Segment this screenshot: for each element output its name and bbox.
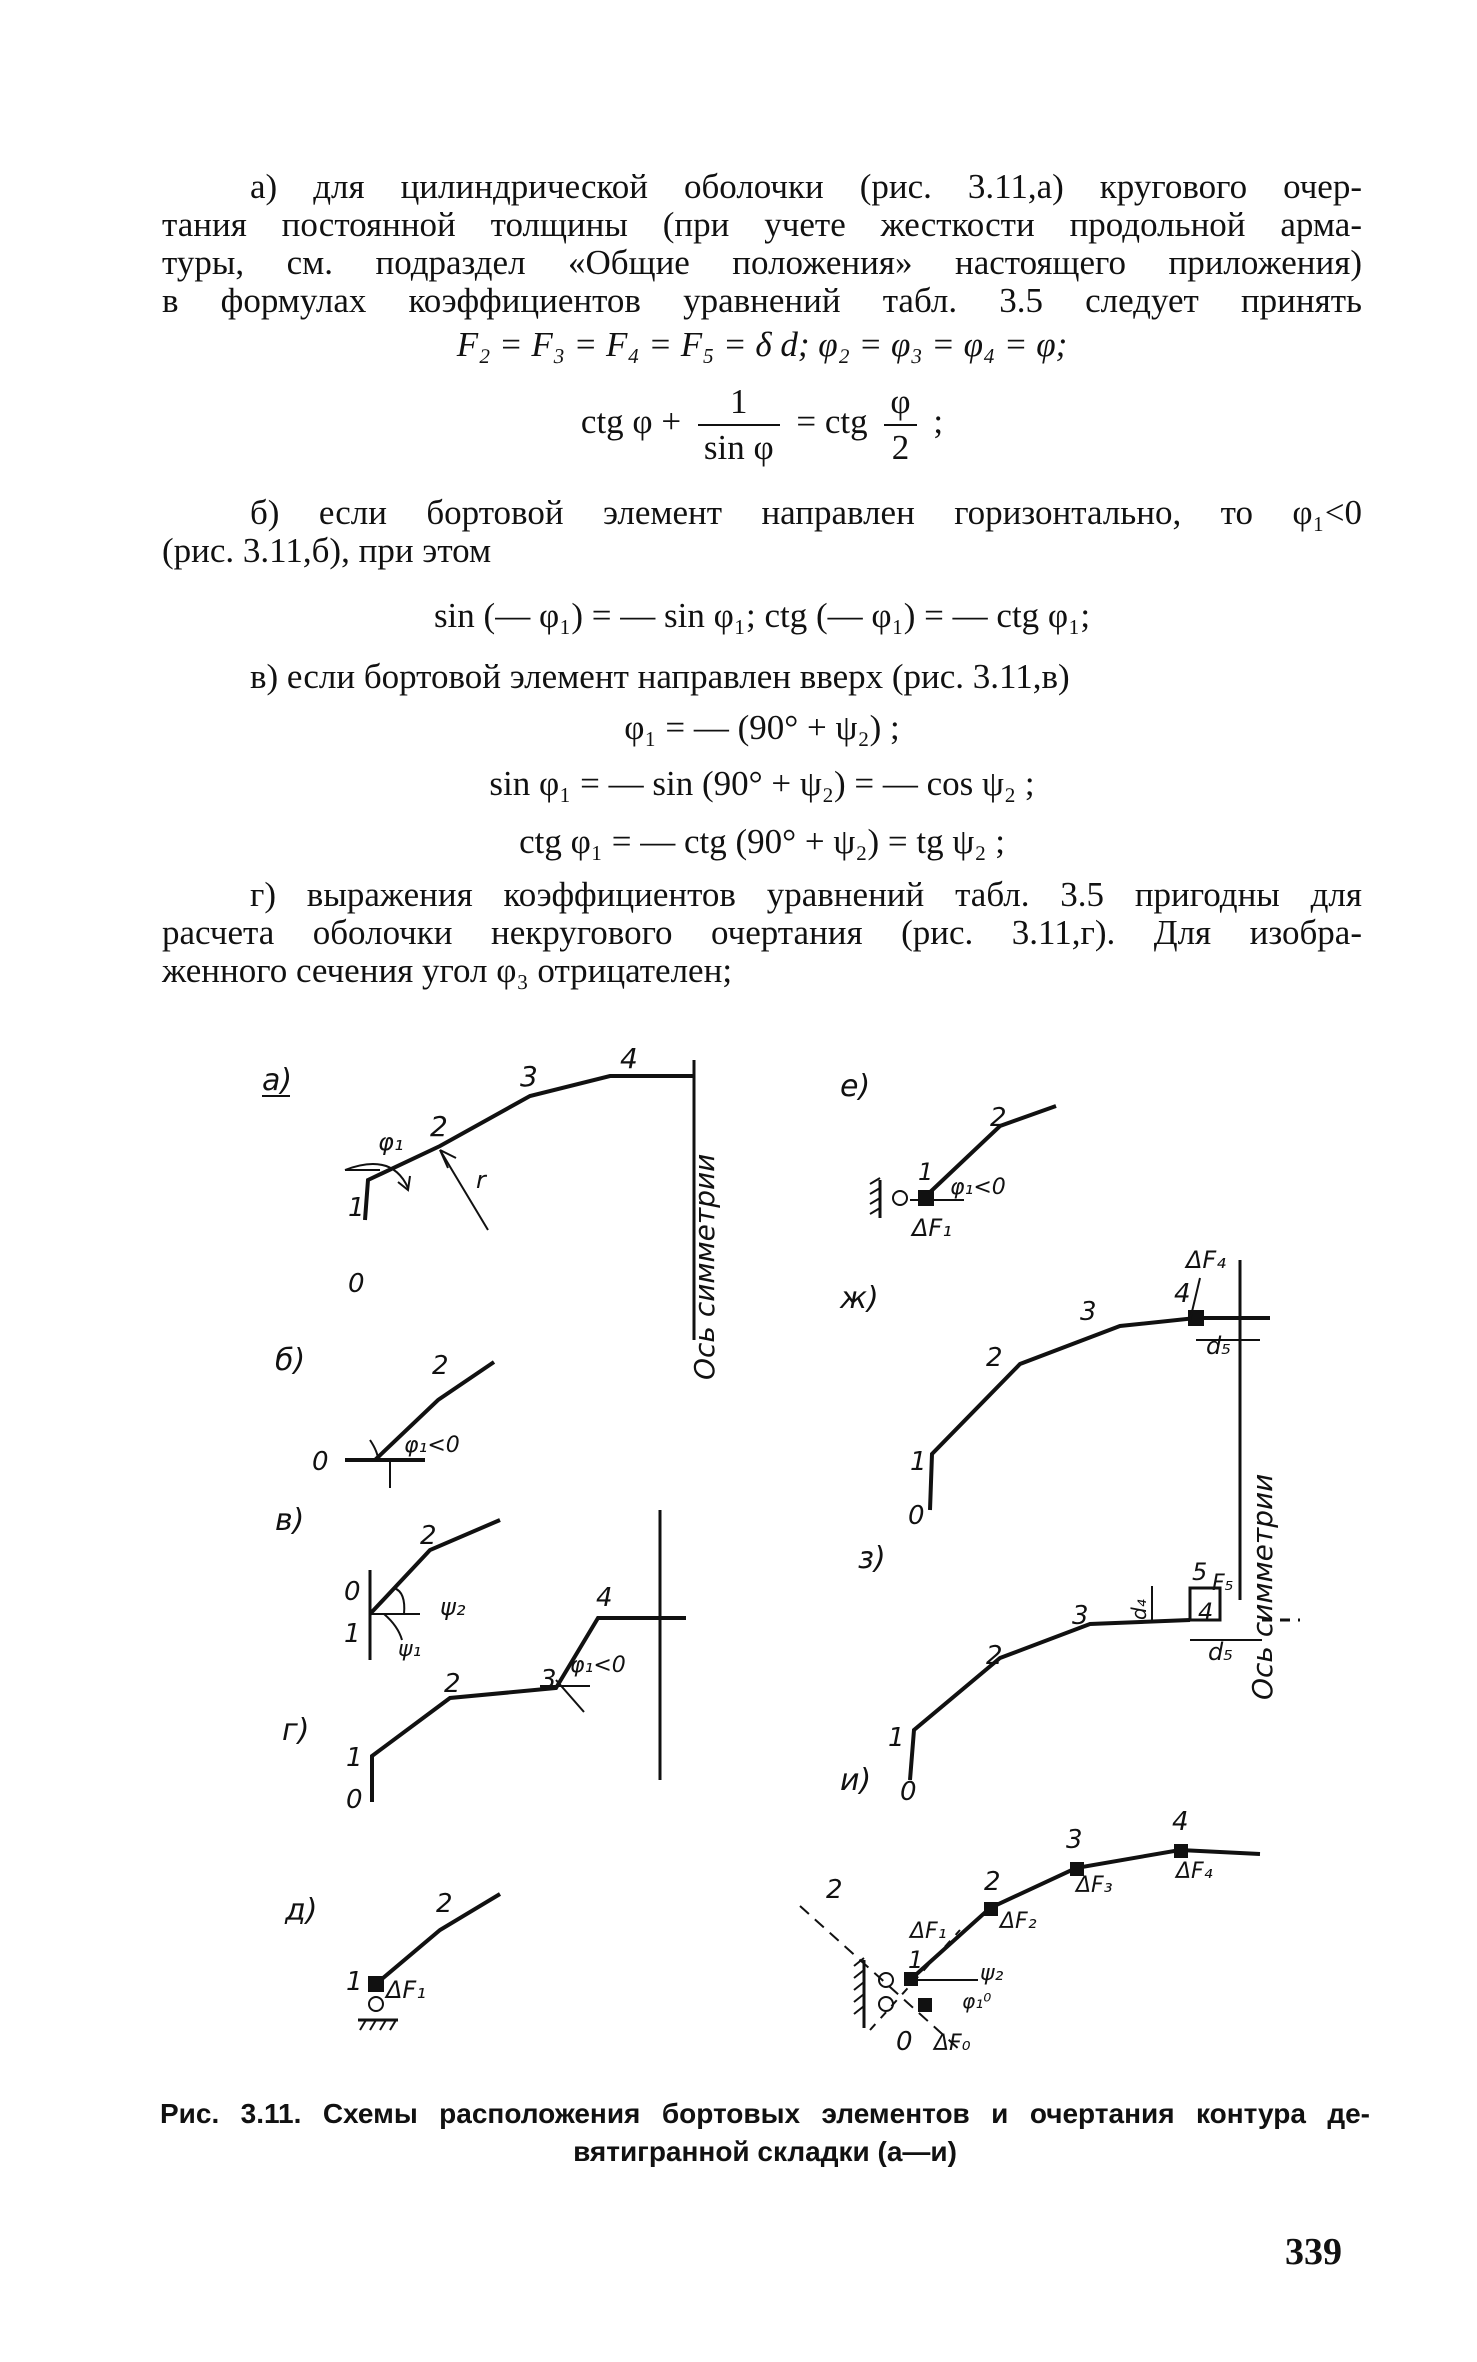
- node-2: 2: [990, 1103, 1007, 1133]
- node-0: 0: [348, 1269, 365, 1299]
- node-1: 1: [918, 1158, 934, 1186]
- label-v: в): [275, 1503, 305, 1538]
- node-0: 0: [344, 1577, 361, 1607]
- fraction: [884, 380, 916, 470]
- node-3: 3: [520, 1060, 538, 1093]
- delta-f4-label: ΔF₄: [1186, 1246, 1226, 1274]
- scheme-g: [282, 1510, 686, 1815]
- node-1: 1: [348, 1193, 365, 1223]
- paragraph-v: [162, 658, 1362, 696]
- delta-f3-label: ΔF₃: [1076, 1873, 1113, 1898]
- scheme-e: [840, 1069, 1056, 1242]
- radius-label: r: [476, 1166, 486, 1194]
- delta-f0-label: ΔF₀: [934, 2031, 971, 2056]
- label-d: д): [285, 1893, 318, 1928]
- phi1-negative-label: φ₁<0: [404, 1433, 460, 1458]
- label-b: б): [275, 1343, 306, 1378]
- psi1-label: ψ₁: [398, 1637, 422, 1662]
- node-2: 2: [444, 1669, 461, 1699]
- delta-f1-label: ΔF₁: [910, 1919, 947, 1944]
- node-4: 4: [596, 1583, 613, 1613]
- figure-caption: [160, 2095, 1370, 2171]
- label-i: и): [840, 1763, 872, 1798]
- node-3: 3: [1080, 1297, 1097, 1327]
- formula-2-end: ;: [933, 402, 944, 442]
- text-line: (рис. 3.11,б), при этом: [162, 531, 492, 570]
- fraction: [698, 380, 780, 470]
- paragraph-a: [162, 168, 1362, 320]
- node-4: 4: [620, 1042, 638, 1075]
- formula-4: φ₁ = — (90° + ψ₂) ;: [624, 708, 900, 747]
- node-1: 1: [910, 1447, 927, 1477]
- fraction-denominator: sin φ: [703, 428, 774, 467]
- node-2: 2: [986, 1343, 1003, 1373]
- fraction-numerator: 1: [698, 380, 780, 426]
- delta-f1-label: ΔF₁: [912, 1214, 952, 1242]
- delta-f1-label: ΔF₁: [386, 1976, 426, 2004]
- node-1: 1: [344, 1619, 361, 1649]
- scheme-z: [858, 1541, 1300, 1807]
- text-line: г) выражения коэффициентов уравнений табл. 3.5 пригодны для: [250, 875, 1362, 914]
- text-line: а) для цилиндрической оболочки (рис. 3.11,а) кругового очер-: [250, 167, 1362, 206]
- label-g: г): [282, 1713, 310, 1748]
- scheme-a: [262, 1042, 721, 1380]
- f5-label: F₅: [1212, 1571, 1234, 1596]
- node-2: 2: [826, 1875, 843, 1905]
- scheme-d: [284, 1889, 500, 2030]
- node-0: 0: [908, 1501, 925, 1531]
- axis-label: Ось симметрии: [688, 1153, 721, 1380]
- node-2: 2: [986, 1641, 1003, 1671]
- caption-line: Рис. 3.11. Схемы расположения бортовых элементов и очертания контура де-: [160, 2098, 1370, 2129]
- scheme-zh: [839, 1246, 1279, 1700]
- text-line: тания постоянной толщины (при учете жесткости продольной арма-: [162, 205, 1362, 244]
- fraction-denominator: 2: [891, 428, 910, 467]
- text-line: б) если бортовой элемент направлен горизонтально, то φ₁<0: [250, 493, 1362, 532]
- axis-label: Ось симметрии: [1246, 1473, 1279, 1700]
- node-4: 4: [1172, 1807, 1189, 1837]
- node-2: 2: [436, 1889, 453, 1919]
- formula-5: sin φ₁ = — sin (90° + ψ₂) = — cos ψ₂ ;: [489, 764, 1035, 803]
- delta-f2-label: ΔF₂: [1000, 1909, 1037, 1934]
- phi1-negative-label: φ₁<0: [950, 1175, 1006, 1200]
- node-3: 3: [1066, 1825, 1083, 1855]
- formula-2-mid: = ctg: [796, 402, 868, 442]
- figure-3-11: [0, 1040, 1477, 2100]
- phi1-zero-label: φ₁⁰: [962, 1989, 992, 2013]
- node-1: 1: [908, 1946, 924, 1974]
- scheme-v: [275, 1503, 500, 1662]
- d5-label: d₅: [1208, 1638, 1233, 1666]
- d5-label: d₅: [1206, 1332, 1231, 1360]
- label-zh: ж): [840, 1281, 879, 1316]
- formula-6: ctg φ₁ = — ctg (90° + ψ₂) = tg ψ₂ ;: [519, 822, 1005, 861]
- formula-3: sin (— φ₁) = — sin φ₁; ctg (— φ₁) = — ctg φ₁;: [433, 596, 1091, 635]
- node-3: 3: [540, 1665, 557, 1695]
- node-0: 0: [346, 1785, 363, 1815]
- node-2: 2: [430, 1110, 448, 1143]
- node-1: 1: [346, 1743, 363, 1773]
- formula-2: [162, 380, 1362, 470]
- node-1: 1: [888, 1723, 905, 1753]
- phi1-label: φ₁: [378, 1128, 404, 1156]
- delta-f4-label: ΔF₄: [1176, 1859, 1213, 1884]
- scheme-b: [275, 1343, 494, 1488]
- text-line: в формулах коэффициентов уравнений табл. 3.5 следует принять: [162, 281, 1362, 320]
- node-5: 5: [1192, 1558, 1208, 1586]
- formula-1: F₂ = F₃ = F₄ = F₅ = δ d; φ₂ = φ₃ = φ₄ = φ;: [456, 325, 1068, 364]
- paragraph-g: [162, 876, 1362, 990]
- text-line: туры, см. подраздел «Общие положения» настоящего приложения): [162, 243, 1362, 282]
- node-1: 1: [346, 1967, 363, 1997]
- label-z: з): [858, 1541, 886, 1576]
- text-line: женного сечения угол φ₃ отрицателен;: [162, 951, 733, 990]
- node-0: 0: [312, 1447, 329, 1477]
- text-line: в) если бортовой элемент направлен вверх (рис. 3.11,в): [250, 657, 1070, 696]
- psi2-label: ψ₂: [980, 1961, 1004, 1986]
- node-4: 4: [1198, 1598, 1214, 1626]
- d4-label: d₄: [1127, 1599, 1151, 1620]
- node-2: 2: [432, 1351, 449, 1381]
- node-3: 3: [1072, 1601, 1089, 1631]
- fraction-numerator: φ: [884, 380, 916, 426]
- label-e: е): [840, 1069, 871, 1104]
- node-0: 0: [896, 2027, 913, 2057]
- page-number: 339: [1285, 2231, 1342, 2273]
- phi1-negative-label: φ₁<0: [570, 1653, 626, 1678]
- node-2: 2: [984, 1867, 1001, 1897]
- formula-2-left: ctg φ +: [580, 402, 682, 442]
- psi2-label: ψ₂: [440, 1593, 466, 1621]
- node-2: 2: [420, 1521, 437, 1551]
- caption-line: вятигранной складки (а—и): [573, 2136, 957, 2167]
- scheme-i: [800, 1763, 1260, 2057]
- node-0: 0: [900, 1777, 917, 1807]
- node-4: 4: [1174, 1279, 1191, 1309]
- text-line: расчета оболочки некругового очертания (рис. 3.11,г). Для изобра-: [162, 913, 1362, 952]
- paragraph-b: [162, 494, 1362, 570]
- label-a: а): [262, 1063, 293, 1098]
